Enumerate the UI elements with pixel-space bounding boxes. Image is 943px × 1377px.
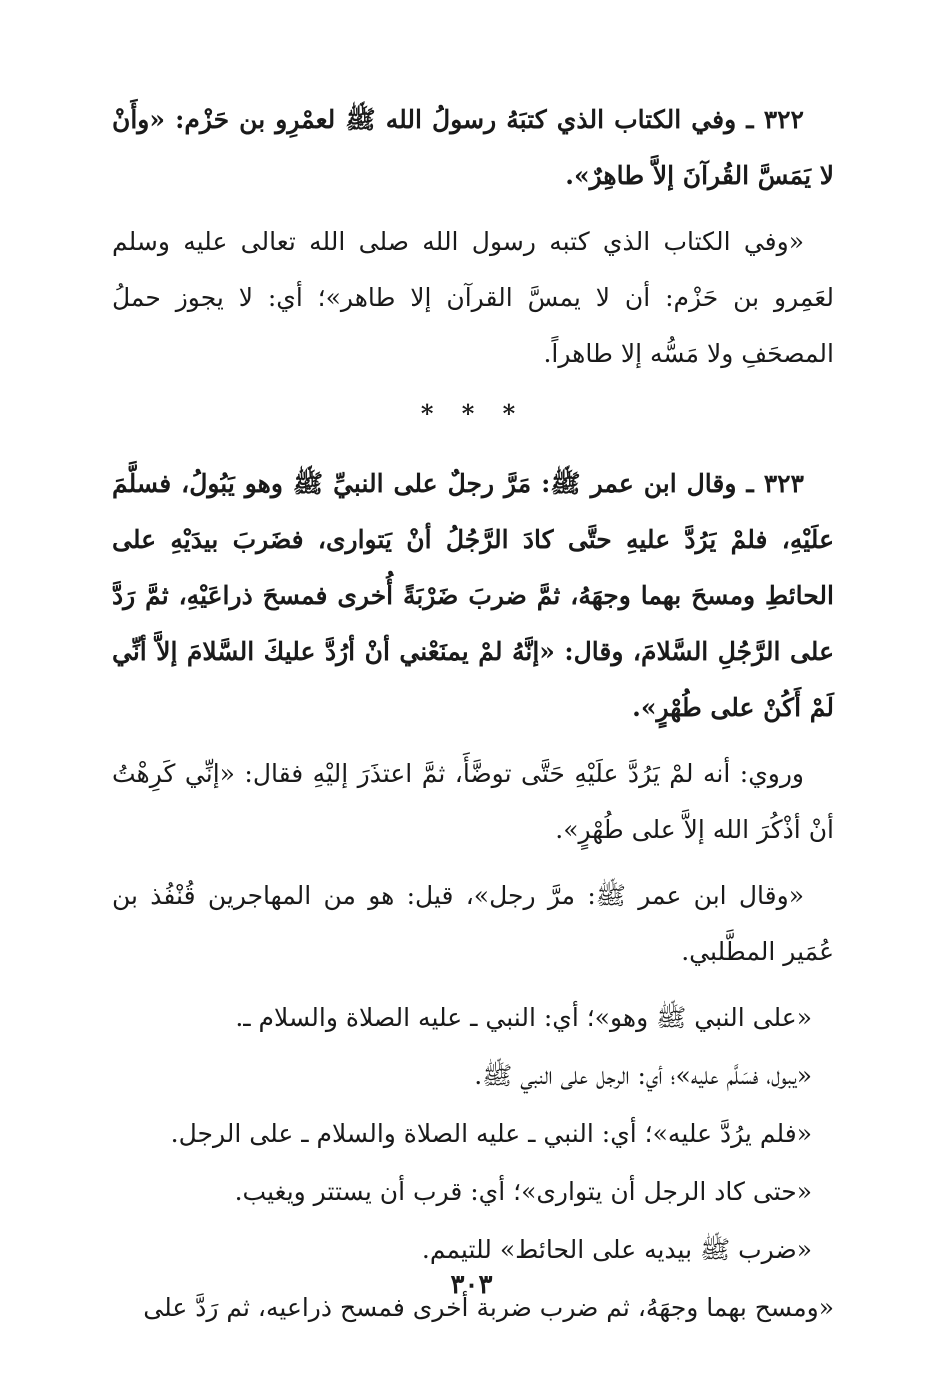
commentary-continuation: «ومسح بهما وجهَهُ، ثم ضرب ضربة أخرى فمسح ذراعيه، ثم رَدَّ على	[143, 1293, 834, 1322]
commentary-note: «ضرب ﷺ بيديه على الحائط» للتيمم.	[421, 1235, 812, 1264]
hadith-323-commentary: «وقال ابن عمر ﷺ: مرَّ رجل»، قيل: هو من المهاجرين قُنْفُذ بن عُمَير المطَّلبي.	[112, 881, 834, 966]
page-body	[112, 92, 834, 1322]
commentary-note: «على النبي ﷺ وهو»؛ أي: النبي ـ عليه الصلاة والسلام ـ.	[235, 1003, 812, 1032]
hadith-322-commentary: «وفي الكتاب الذي كتبه رسول الله صلى الله تعالى عليه وسلم لعَمِرو بن حَزْم: أن لا يمسَّ القرآن إلا طاهر»؛ أي: لا يجوز حملُ المصحَفِ ولا مَسُّه إلا طاهراً.	[112, 227, 834, 368]
section-separator: * * *	[420, 399, 526, 428]
hadith-323-variant: وروي: أنه لمْ يَرُدَّ علَيْهِ حَتَّى توضَّأَ، ثمَّ اعتذَرَ إليْهِ فقال: «إنِّي كَرِهْتُ أنْ أذْكُرَ الله إلاَّ على طُهْرٍ».	[112, 759, 834, 844]
hadith-322-text: ٣٢٢ ـ وفي الكتاب الذي كتبَهُ رسولُ الله ﷺ لعمْرِو بن حَزْم: «وأَنْ لا يَمَسَّ القُرآنَ إلاَّ طاهِرٌ».	[112, 105, 834, 190]
page-number: ٣٠٣	[450, 1270, 493, 1300]
hadith-323-text: ٣٢٣ ـ وقال ابن عمر ﷺ: مَرَّ رجلٌ على النبيِّ ﷺ وهو يَبُولُ، فسلَّمَ علَيْهِ، فلمْ يَرُدَّ عليهِ حتَّى كادَ الرَّجُلُ أنْ يَتوارى، فضَربَ بيدَيْهِ على الحائطِ ومسحَ بهما وجهَهُ، ثمَّ ضربَ ضَرْبَةً أُخرى فمسحَ ذراعَيْهِ، ثمَّ رَدَّ على الرَّجُلِ السَّلامَ، وقال: «إنَّهُ لمْ يمنَعْني أنْ أرُدَّ عليكَ السَّلامَ إلاَّ أنِّي لَمْ أَكُنْ على طُهْرٍ».	[112, 469, 834, 722]
commentary-note: «حتى كاد الرجل أن يتوارى»؛ أي: قرب أن يستتر ويغيب.	[234, 1177, 812, 1206]
commentary-note: «يبول، فسَلَّم عليه»؛ أي: الرجل على النبي ﷺ.	[474, 1061, 812, 1090]
commentary-note: «فلم يرُدَّ عليه»؛ أي: النبي ـ عليه الصلاة والسلام ـ على الرجل.	[170, 1119, 812, 1148]
